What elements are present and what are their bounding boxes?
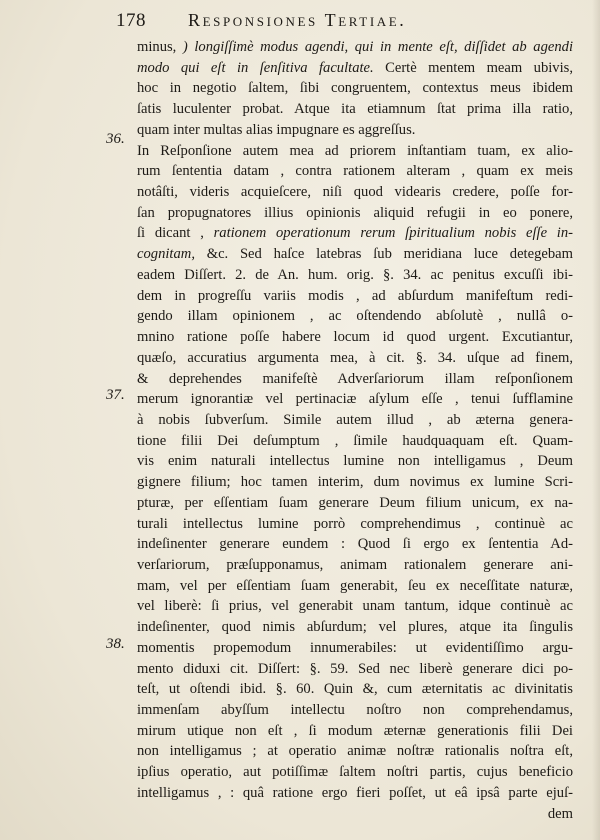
text-span: notâſti, videris acquieſcere, niſi quod videaris credere, poſſe for- bbox=[137, 184, 573, 201]
text-line bbox=[137, 679, 573, 700]
text-span: ſi dicant , bbox=[137, 225, 214, 242]
text-span: indeſinenter, quod nimis abſurdum; vel plures, atque ita ſingulis bbox=[137, 619, 573, 636]
text-span: momentis propemodum innumerabiles: ut evidentiſſimo argu- bbox=[137, 639, 573, 656]
text-span: dem bbox=[547, 805, 573, 822]
text-line bbox=[137, 99, 573, 120]
text-span: tione filii Dei deſumptum , ſimile haudquaquam eſt. Quam- bbox=[137, 432, 573, 449]
italic-text: rationem operationum rerum ſpiritualium nobis eſſe in- bbox=[213, 225, 573, 242]
text-line bbox=[137, 161, 573, 182]
text-line bbox=[137, 596, 573, 617]
text-span: dem in progreſſu variis modis , ad abſurdum manifeſtum redi- bbox=[137, 287, 573, 304]
text-line bbox=[137, 244, 573, 265]
text-line bbox=[137, 783, 573, 804]
text-line bbox=[137, 762, 573, 783]
text-line bbox=[137, 286, 573, 307]
text-span: gignere filium; hoc tamen interim, dum novimus ex lumine Scri- bbox=[137, 474, 573, 491]
text-line bbox=[137, 37, 573, 58]
text-line bbox=[137, 804, 573, 825]
text-line bbox=[137, 451, 573, 472]
text-line bbox=[137, 78, 573, 99]
text-span: merum ignorantiæ vel pertinaciæ aſylum eſſe , tenui ſufflamine bbox=[137, 391, 573, 408]
margin-number: 36. bbox=[106, 131, 125, 147]
text-span: mam, vel per eſſentiam ſuam generabit, ſeu ex neceſſitate naturæ, bbox=[137, 577, 573, 594]
text-span: intelligamus , : quâ ratione ergo fieri poſſet, ut eâ ipsâ parte ejuſ- bbox=[137, 784, 573, 801]
text-span: vis enim naturali intellectus lumine non intelligamus , Deum bbox=[137, 453, 573, 470]
text-span: non intelligamus ; at operatio animæ noſtræ rationalis noſtra eſt, bbox=[137, 743, 573, 760]
page-header bbox=[116, 10, 556, 36]
text-span: eadem Diſſert. 2. de An. hum. orig. §. 34. ac penitus excuſſi ibi- bbox=[137, 266, 573, 283]
text-line bbox=[137, 493, 573, 514]
text-span: teſt, ut oſtendi ibid. §. 60. Quin &, cum æternitatis ac divinitatis bbox=[137, 681, 573, 698]
text-span: In Reſponſione autem mea ad priorem inſtantiam tuam, ex alio- bbox=[137, 142, 573, 159]
text-span: &c. Sed haſce latebras ſub meridiana luce detegebam bbox=[194, 246, 573, 263]
text-span: indeſinenter generare eundem : Quod ſi ergo ex ſententia Ad- bbox=[137, 536, 573, 553]
text-line bbox=[137, 141, 573, 162]
body-text bbox=[137, 37, 573, 824]
text-line bbox=[137, 369, 573, 390]
text-span: ſatis luculenter probat. Atque ita etiamnum ſtat prima illa ratio, bbox=[137, 101, 573, 118]
margin-number: 37. bbox=[106, 387, 125, 403]
text-span: mirum utique non eſt , ſi modum æternæ generationis filii Dei bbox=[137, 722, 573, 739]
text-span: à nobis ſubverſum. Simile autem illud , ab æterna genera- bbox=[137, 411, 573, 428]
margin-number: 38. bbox=[106, 636, 125, 652]
text-span: Certè mentem meam ubivis, bbox=[373, 59, 573, 76]
text-span: gendo illam opinionem , ac oſtendendo abſolutè , nullâ o- bbox=[137, 308, 573, 325]
text-line bbox=[137, 120, 573, 141]
text-line bbox=[137, 431, 573, 452]
text-span: & deprehendes manifeſtè Adverſariorum illam reſponſionem bbox=[137, 370, 573, 387]
text-line bbox=[137, 555, 573, 576]
page-edge-shadow bbox=[592, 0, 600, 840]
text-span: mento diduxi cit. Diſſert: §. 59. Sed nec liberè generare dici po- bbox=[137, 660, 573, 677]
text-line bbox=[137, 182, 573, 203]
text-span: hoc in negotio ſaltem, ſibi congruentem, contextus meus ibidem bbox=[137, 80, 573, 97]
text-span: turali intellectus lumine porrò comprehendimus , continuè ac bbox=[137, 515, 573, 532]
text-span: minus, bbox=[137, 39, 183, 55]
text-line bbox=[137, 306, 573, 327]
text-line bbox=[137, 472, 573, 493]
text-line bbox=[137, 576, 573, 597]
text-span: pturæ, per eſſentiam ſuam generare Deum filium unicum, ex na- bbox=[137, 494, 573, 511]
text-line bbox=[137, 265, 573, 286]
text-span: quam inter multas alias impugnare es aggreſſus. bbox=[137, 121, 416, 138]
text-span: mnino ratione poſſe habere locum id quod urgent. Excutiantur, bbox=[137, 329, 573, 346]
text-line bbox=[137, 617, 573, 638]
text-line bbox=[137, 327, 573, 348]
running-head: Responsiones Tertiae. bbox=[188, 10, 407, 30]
text-line bbox=[137, 514, 573, 535]
text-span: rum ſententia datam , contra rationem alteram , quam ex meis bbox=[137, 163, 573, 180]
text-span: verſariorum, præſupponamus, animam rationalem generare ani- bbox=[137, 556, 573, 573]
text-line bbox=[137, 389, 573, 410]
italic-text: cognitam, bbox=[137, 246, 195, 263]
text-line bbox=[137, 721, 573, 742]
text-line bbox=[137, 223, 573, 244]
text-line bbox=[137, 410, 573, 431]
text-line bbox=[137, 58, 573, 79]
text-line bbox=[137, 700, 573, 721]
text-line bbox=[137, 348, 573, 369]
text-line bbox=[137, 534, 573, 555]
text-span: immenſam abyſſum intellectu noſtro non comprehendamus, bbox=[137, 702, 573, 718]
italic-text: ) longiſſimè modus agendi, qui in mente eſt, diſſidet ab agendi bbox=[182, 39, 573, 55]
text-line bbox=[137, 203, 573, 224]
text-line bbox=[137, 638, 573, 659]
text-span: vel liberè: ſi prius, vel generabit unam tantum, idque continuè ac bbox=[137, 598, 573, 615]
text-line bbox=[137, 741, 573, 762]
text-span: ſan propugnatores illius opinionis aliquid refugii in eo ponere, bbox=[137, 204, 573, 221]
text-span: quæſo, accuratius argumenta mea, à cit. §. 34. uſque ad finem, bbox=[137, 349, 573, 366]
italic-text: modo qui eſt in ſenſitiva facultate. bbox=[137, 59, 374, 76]
text-line bbox=[137, 659, 573, 680]
text-span: ipſius operatio, aut potiſſimæ ſaltem noſtri partis, cujus beneficio bbox=[137, 764, 573, 781]
page-number: 178 bbox=[116, 10, 146, 31]
